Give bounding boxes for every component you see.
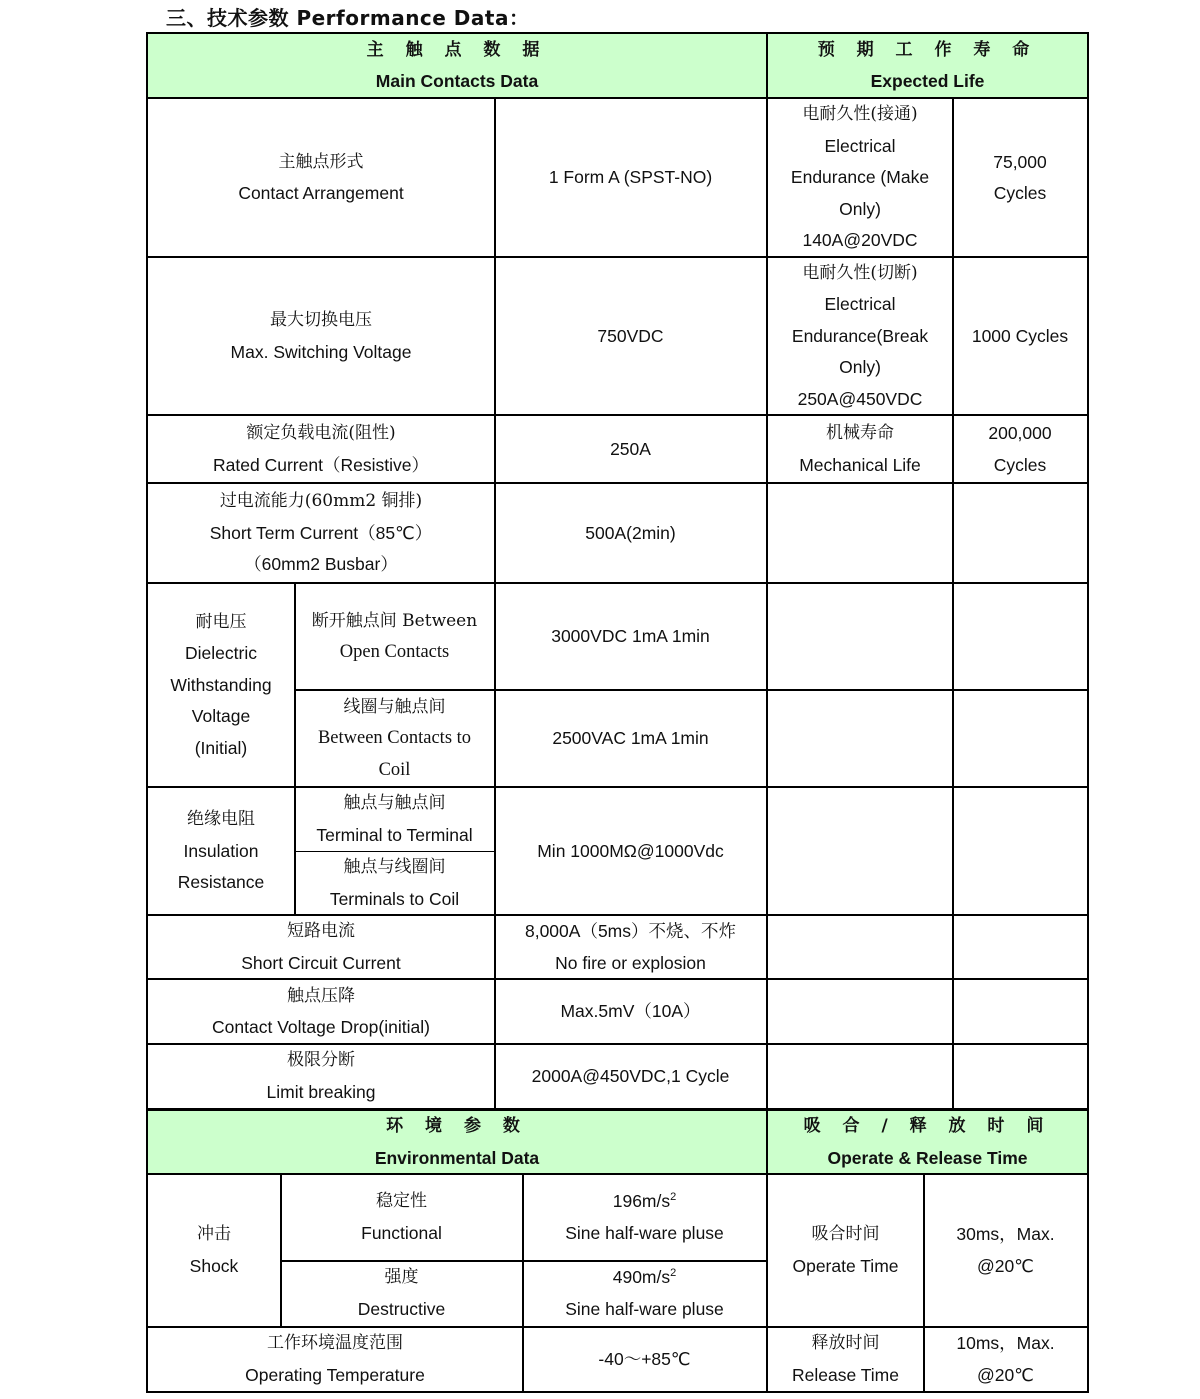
dielectric-open-value: 3000VDC 1mA 1min <box>551 626 710 647</box>
insulation-en2: Resistance <box>177 872 265 893</box>
rated-current-label <box>148 416 494 483</box>
dielectric-coil-value: 2500VAC 1mA 1min <box>552 728 709 749</box>
life-make-unit: Cycles <box>993 183 1047 203</box>
destructive-cn: 强度 <box>384 1267 419 1287</box>
shock-en: Shock <box>189 1255 239 1276</box>
limit-breaking-en: Limit breaking <box>266 1081 376 1102</box>
release-time-cn: 释放时间 <box>811 1333 880 1353</box>
contact-arrangement-en: Contact Arrangement <box>238 183 404 203</box>
functional-value <box>523 1175 766 1260</box>
operate-time-max: 30ms，Max. <box>956 1224 1055 1244</box>
operate-time-en: Operate Time <box>792 1255 899 1276</box>
main-contacts-header-en: Main Contacts Data <box>375 71 539 91</box>
operating-temp-label <box>148 1327 522 1392</box>
expected-life-header-cn: 预 期 工 作 寿 命 <box>817 39 1038 60</box>
life-make-en3: Only) <box>839 198 881 219</box>
life-break-en3: Only) <box>839 357 881 378</box>
destructive-en: Destructive <box>357 1298 446 1319</box>
dielectric-en1: Dielectric <box>185 643 257 664</box>
main-contacts-header-cn: 主 触 点 数 据 <box>366 39 548 60</box>
environmental-header-en: Environmental Data <box>374 1147 540 1168</box>
operate-time-temp: @20℃ <box>977 1255 1034 1276</box>
life-mechanical-value <box>953 416 1087 483</box>
switching-voltage-en: Max. Switching Voltage <box>230 341 412 362</box>
contact-arrangement-value: 1 Form A (SPST-NO) <box>548 167 713 188</box>
operating-temp-value: -40～+85℃ <box>598 1348 691 1369</box>
dielectric-coil-en2: Coil <box>378 759 411 780</box>
destructive-accel: $490m/s^2$ <box>612 1267 677 1287</box>
environmental-header <box>148 1111 766 1174</box>
dielectric-en3: Voltage <box>191 706 251 727</box>
dielectric-open-cn: 断开触点间 Between <box>311 610 478 631</box>
life-break-value: 1000 Cycles <box>971 325 1069 346</box>
short-term-en: Short Term Current（85℃） <box>209 522 433 543</box>
insulation-tc-label <box>295 852 494 915</box>
dielectric-cn: 耐电压 <box>195 611 247 632</box>
dielectric-coil-label <box>295 691 494 787</box>
short-term-busbar: （60mm2 Busbar） <box>244 554 398 575</box>
dielectric-coil-cn: 线圈与触点间 <box>343 696 446 717</box>
short-circuit-label <box>148 916 494 979</box>
life-make-cycles: 75,000 <box>993 151 1047 172</box>
rated-current-cn: 额定负载电流(阻性) <box>246 423 396 443</box>
expected-life-header-en: Expected Life <box>870 71 985 91</box>
life-make-en2: Endurance (Make <box>790 167 930 188</box>
voltage-drop-cn: 触点压降 <box>287 985 355 1006</box>
life-make-label <box>768 99 952 257</box>
life-make-cn: 电耐久性(接通) <box>802 104 918 125</box>
life-mechanical-label <box>768 416 952 483</box>
life-mechanical-cycles: 200,000 <box>988 423 1052 443</box>
dielectric-open-en: Open Contacts <box>339 642 450 662</box>
destructive-pulse: Sine half-ware pluse <box>565 1298 724 1319</box>
insulation-tc-cn: 触点与线圈间 <box>343 857 446 877</box>
operate-release-header-en: Operate & Release Time <box>827 1147 1028 1168</box>
insulation-value: Min 1000MΩ@1000Vdc <box>537 840 724 861</box>
section-title: 三、技术参数 Performance Data： <box>166 6 530 30</box>
life-break-label <box>768 258 952 415</box>
life-make-rating: 140A@20VDC <box>802 230 918 251</box>
short-circuit-cn: 短路电流 <box>287 921 355 941</box>
operating-temp-cn: 工作环境温度范围 <box>267 1333 403 1353</box>
operating-temp-en: Operating Temperature <box>245 1364 425 1385</box>
life-mechanical-cn: 机械寿命 <box>826 423 894 443</box>
life-break-en1: Electrical <box>824 294 896 315</box>
life-make-en1: Electrical <box>824 135 896 156</box>
short-circuit-value-1: 8,000A（5ms）不烧、不炸 <box>524 921 737 941</box>
insulation-tc-en: Terminals to Coil <box>329 888 460 909</box>
switching-voltage-label <box>148 258 494 415</box>
voltage-drop-value: Max.5mV（10A） <box>560 1001 701 1022</box>
functional-label <box>281 1175 522 1260</box>
insulation-en1: Insulation <box>183 840 259 861</box>
short-term-label <box>148 484 494 583</box>
limit-breaking-label <box>148 1045 494 1108</box>
insulation-label <box>148 788 294 915</box>
operate-release-header <box>768 1111 1087 1174</box>
operate-time-cn: 吸合时间 <box>811 1224 880 1244</box>
release-time-temp: @20℃ <box>977 1364 1034 1385</box>
limit-breaking-cn: 极限分断 <box>287 1050 355 1070</box>
release-time-label <box>768 1327 923 1392</box>
short-circuit-value <box>495 916 766 979</box>
insulation-tt-en: Terminal to Terminal <box>316 824 473 845</box>
short-circuit-value-2: No fire or explosion <box>555 952 706 973</box>
destructive-label <box>281 1261 522 1326</box>
life-mechanical-unit: Cycles <box>993 454 1047 475</box>
main-contacts-header <box>148 34 766 98</box>
release-time-en: Release Time <box>792 1364 899 1385</box>
shock-label <box>148 1175 280 1326</box>
life-break-cn: 电耐久性(切断) <box>802 262 918 283</box>
dielectric-coil-en1: Between Contacts to <box>317 728 472 749</box>
operate-time-label <box>768 1175 923 1326</box>
functional-en: Functional <box>361 1222 442 1243</box>
functional-pulse: Sine half-ware pluse <box>565 1222 724 1243</box>
limit-breaking-value: 2000A@450VDC,1 Cycle <box>531 1065 730 1086</box>
rated-current-value: 250A <box>610 438 651 459</box>
voltage-drop-en: Contact Voltage Drop(initial) <box>212 1017 430 1037</box>
functional-cn: 稳定性 <box>376 1191 427 1211</box>
release-time-value <box>924 1327 1087 1392</box>
life-break-rating: 250A@450VDC <box>797 388 923 409</box>
life-make-value <box>953 99 1087 257</box>
short-circuit-en: Short Circuit Current <box>241 952 401 973</box>
shock-cn: 冲击 <box>197 1224 231 1244</box>
operate-time-value <box>924 1175 1087 1326</box>
insulation-cn: 绝缘电阻 <box>187 809 255 830</box>
switching-voltage-value: 750VDC <box>597 325 664 346</box>
life-mechanical-en: Mechanical Life <box>799 454 921 475</box>
short-term-cn: 过电流能力(60mm2 铜排) <box>219 491 423 512</box>
dielectric-en2: Withstanding <box>170 674 272 695</box>
rated-current-en: Rated Current（Resistive） <box>213 454 429 475</box>
dielectric-label <box>148 584 294 787</box>
insulation-tt-cn: 触点与触点间 <box>343 793 446 813</box>
dielectric-en4: (Initial) <box>194 737 248 758</box>
destructive-value <box>523 1261 766 1326</box>
contact-arrangement-cn: 主触点形式 <box>278 151 364 172</box>
release-time-max: 10ms，Max. <box>956 1333 1055 1353</box>
operate-release-header-cn: 吸 合 / 释 放 时 间 <box>803 1116 1052 1136</box>
contact-arrangement-label <box>148 99 494 257</box>
insulation-tt-label <box>295 788 494 851</box>
voltage-drop-label <box>148 980 494 1044</box>
environmental-header-cn: 环 境 参 数 <box>386 1116 528 1136</box>
life-break-en2: Endurance(Break <box>791 325 929 346</box>
functional-accel: $196m/s^2$ <box>612 1191 677 1211</box>
dielectric-open-label <box>295 584 494 690</box>
switching-voltage-cn: 最大切换电压 <box>270 310 372 330</box>
expected-life-header <box>768 34 1087 98</box>
short-term-value: 500A(2min) <box>585 522 676 543</box>
